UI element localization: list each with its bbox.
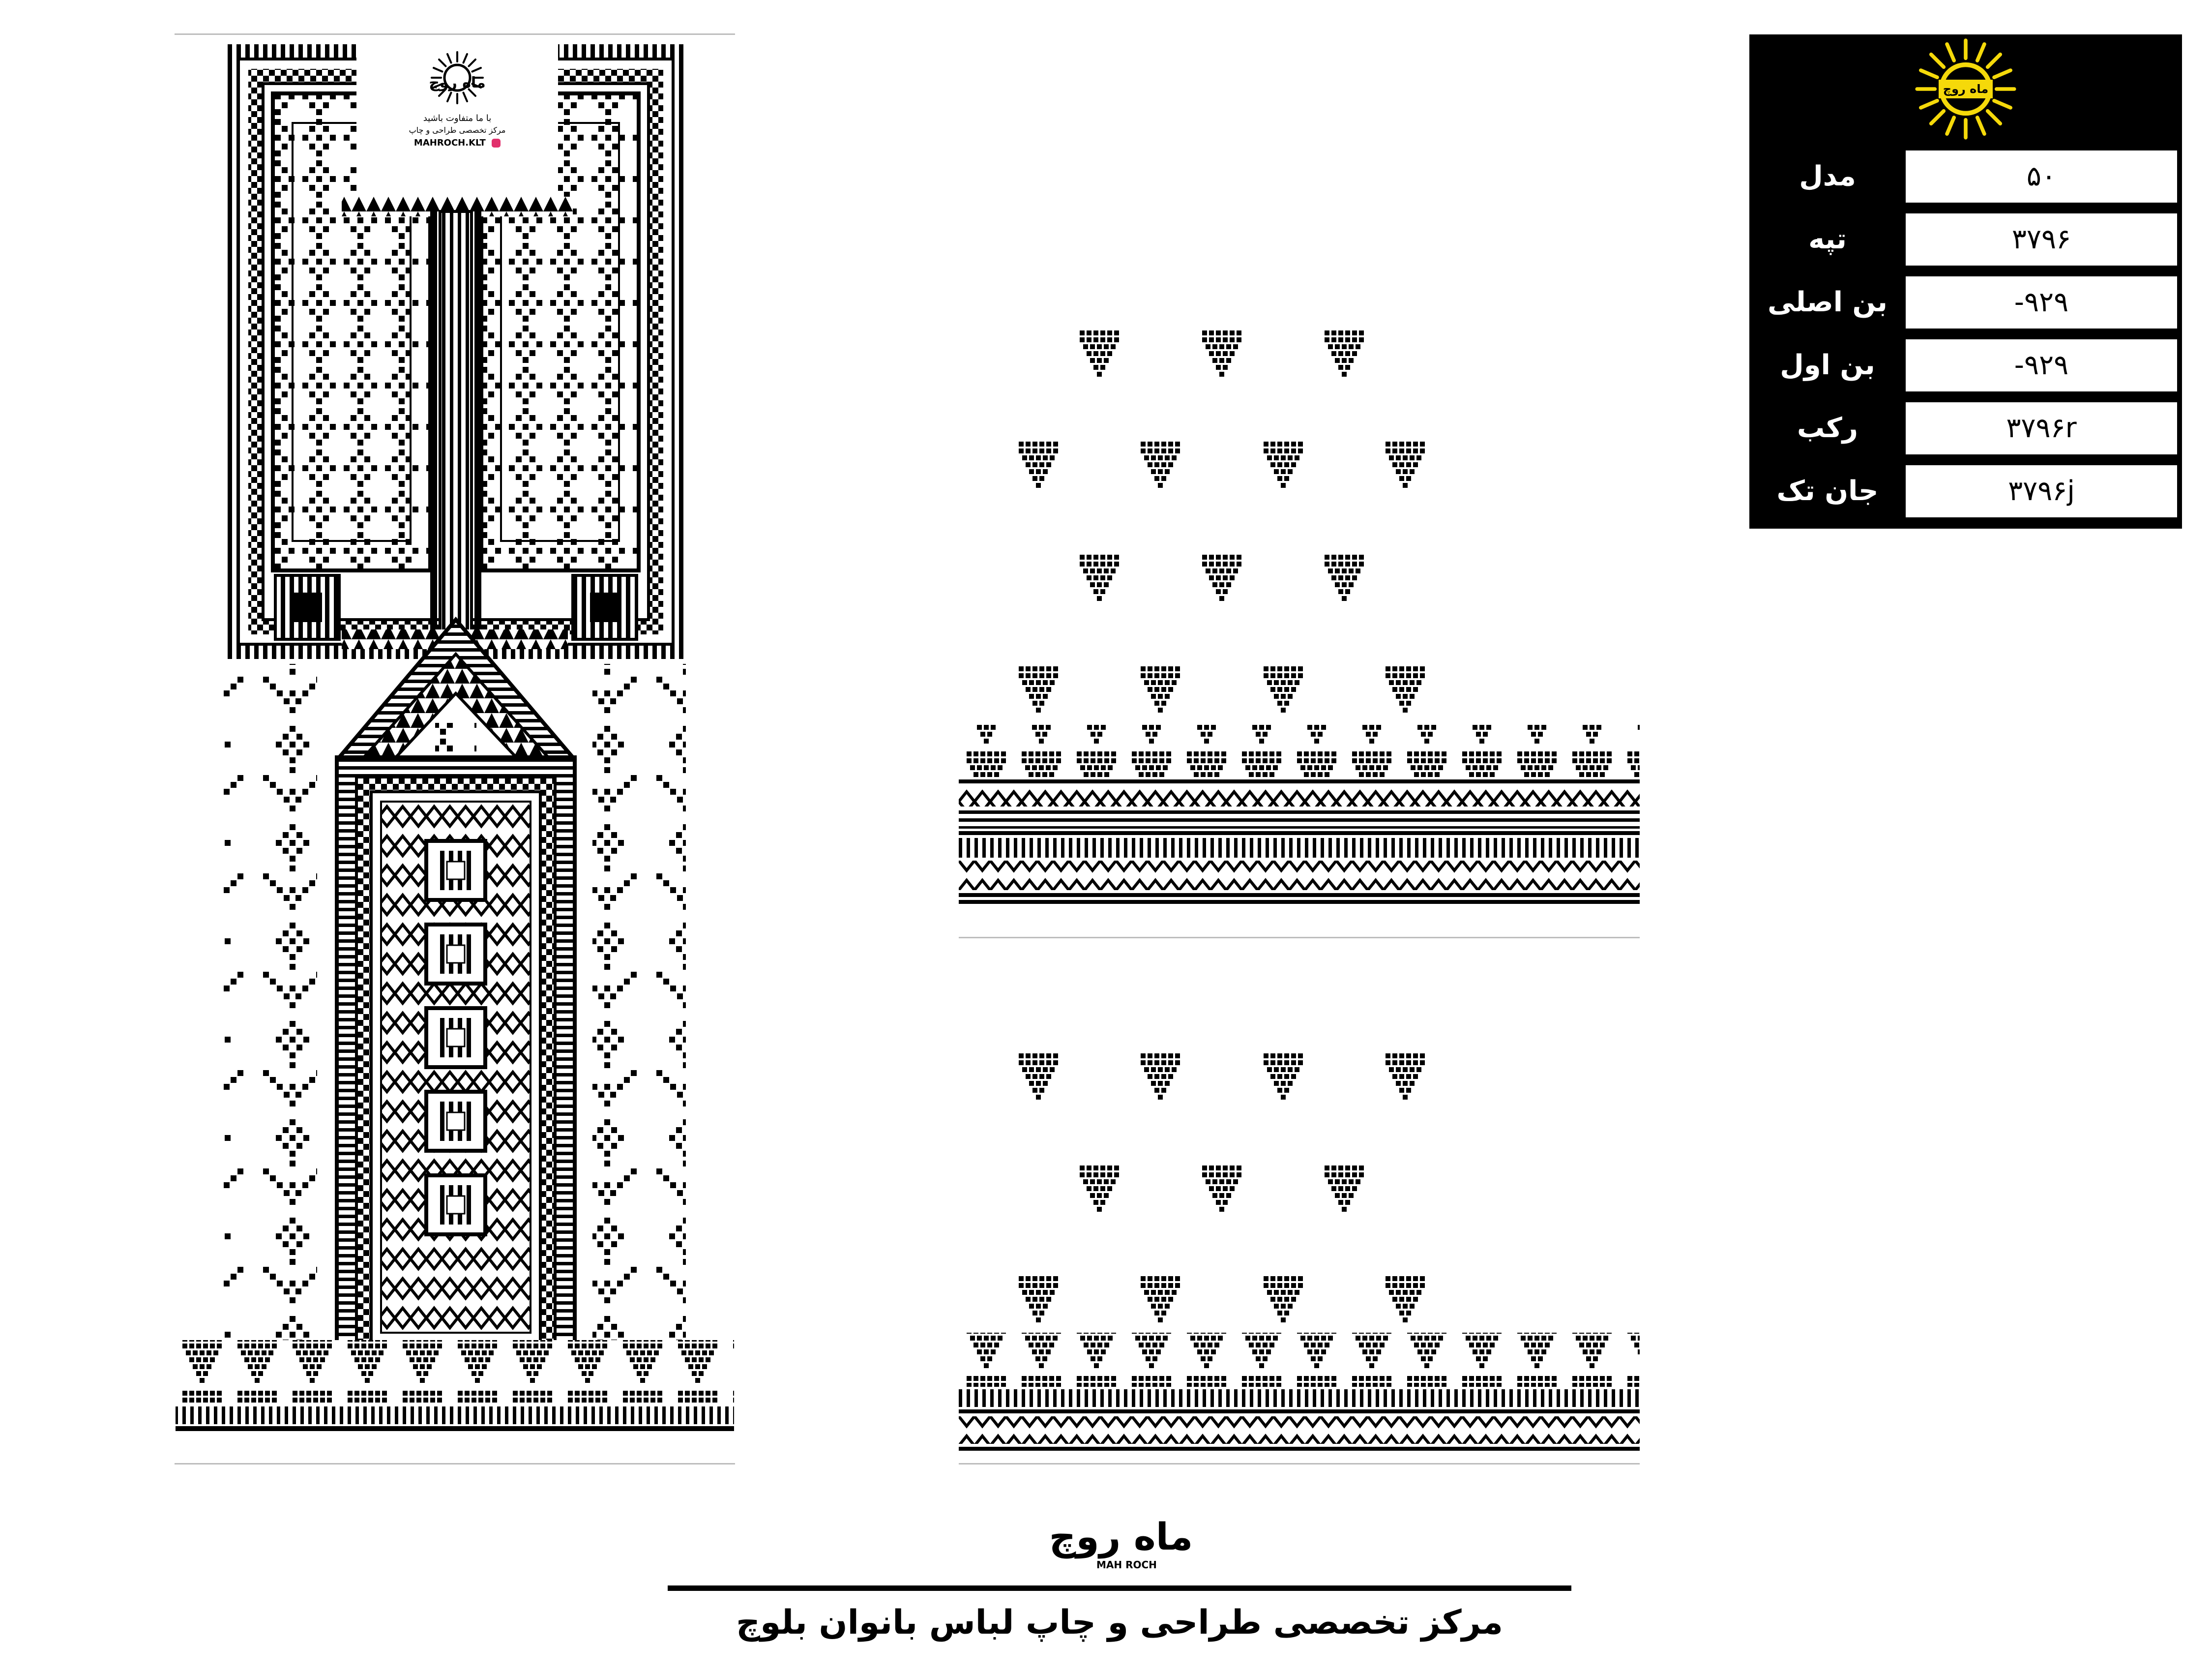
- spec-table: [1749, 34, 2182, 529]
- heart-motifs-lower: [1019, 1053, 1425, 1322]
- spec-row-tape: [1754, 210, 2177, 269]
- footer-brand-logo: [1023, 1517, 1219, 1574]
- spec-row-jantak: [1754, 462, 2177, 520]
- footer-divider: [668, 1585, 1571, 1591]
- label-line-2: مرکز تخصصی طراحی و چاپ: [409, 125, 506, 135]
- label-brand: ماه روچ: [429, 74, 486, 91]
- footer-logo-latin: MAH ROCH: [1096, 1559, 1157, 1571]
- label-handle: MAHROCH.KLT: [413, 138, 486, 148]
- spec-value: -۹۲۹: [1906, 339, 2177, 391]
- spec-row-first-base: [1754, 336, 2177, 394]
- spec-label: جان تک: [1776, 475, 1879, 507]
- spec-table-header: [1749, 34, 2182, 144]
- footer-tagline: مرکز تخصصی طراحی و چاپ لباس بانوان بلوچ: [736, 1603, 1504, 1642]
- dress-front-panel: [175, 34, 735, 1451]
- front-panel-top-rule: [175, 33, 735, 35]
- heart-motifs-upper: [1019, 330, 1425, 713]
- sleeve-panel-lower: [959, 1047, 1640, 1470]
- spec-value: -۹۲۹: [1906, 276, 2177, 329]
- spec-label: مدل: [1799, 160, 1856, 192]
- spec-label: بن اول: [1780, 349, 1875, 381]
- sleeve-divider-rule: [959, 937, 1640, 938]
- sleeve-panel-upper: [959, 315, 1640, 939]
- spec-row-sleeve: [1754, 399, 2177, 457]
- spec-label: تپه: [1808, 223, 1847, 255]
- neck-label: [357, 47, 557, 194]
- sleeve-bottom-rule: [959, 1463, 1640, 1465]
- front-panel-bottom-rule: [175, 1463, 735, 1465]
- spec-label: بن اصلی: [1768, 286, 1888, 318]
- footer-logo-text: ماه روچ: [1049, 1515, 1193, 1558]
- spec-value: ۳۷۹۶j: [1906, 465, 2177, 517]
- label-line-1: با ما متفاوت باشید: [423, 113, 492, 123]
- instagram-icon: [492, 139, 501, 148]
- spec-value: ۳۷۹۶r: [1906, 402, 2177, 454]
- spec-row-model: [1754, 148, 2177, 206]
- spec-value: ۵۰: [1906, 150, 2177, 203]
- spec-logo-text: ماه روچ: [1943, 82, 1989, 96]
- spec-value: ۳۷۹۶: [1906, 213, 2177, 266]
- spec-label: رکب: [1797, 412, 1858, 444]
- spec-row-main-base: [1754, 273, 2177, 331]
